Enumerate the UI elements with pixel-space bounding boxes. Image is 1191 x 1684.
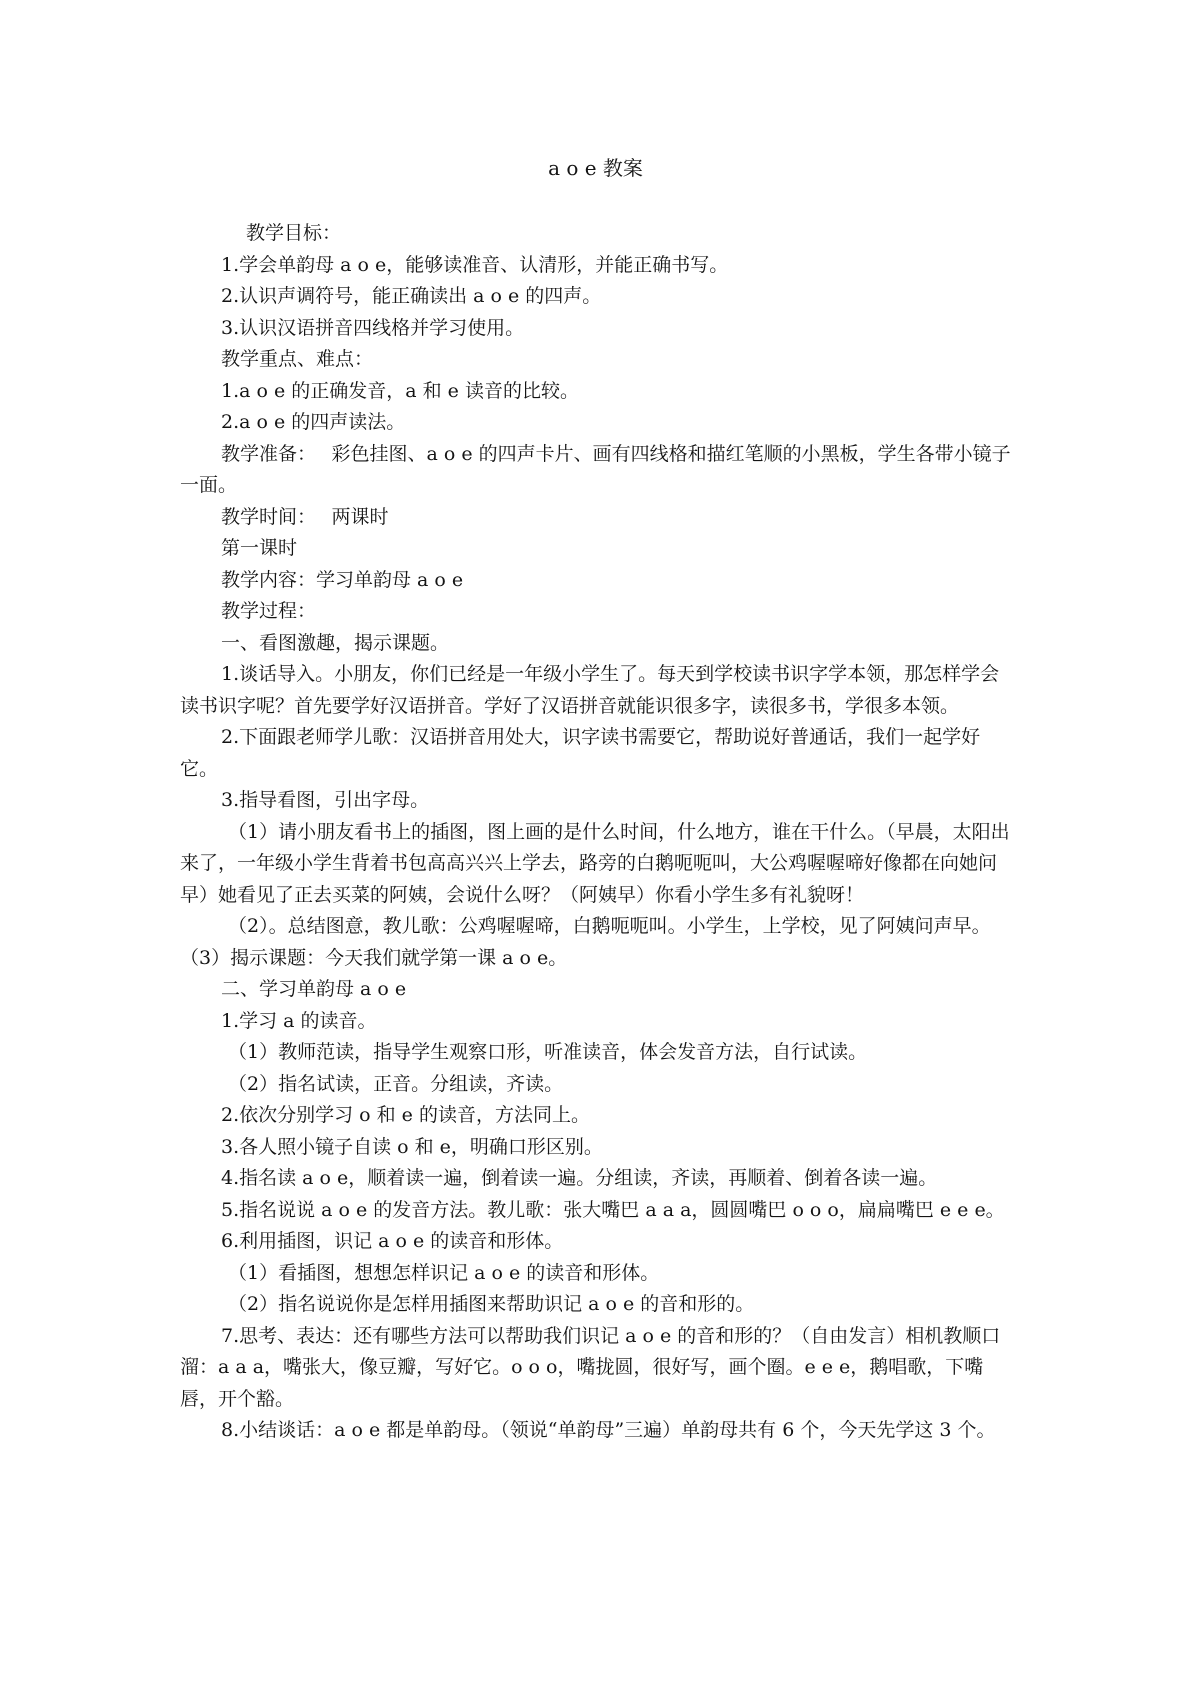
paragraph: （2）。总结图意，教儿歌：公鸡喔喔啼，白鹅呃呃叫。小学生，上学校，见了阿姨问声早。（3）揭示课题：今天我们就学第一课 a o e。	[180, 915, 991, 969]
paragraph: 1.谈话导入。小朋友，你们已经是一年级小学生了。每天到学校读书识字学本领，那怎样学会读书识字呢？首先要学好汉语拼音。学好了汉语拼音就能识很多字，读很多书，学很多本领。	[180, 663, 1000, 717]
paragraph: 1.学会单韵母 a o e，能够读准音、认清形，并能正确书写。	[221, 253, 729, 276]
paragraph: 教学过程：	[221, 600, 317, 622]
paragraph: （2）指名试读，正音。分组读，齐读。	[228, 1072, 564, 1095]
document-body	[180, 218, 1012, 1447]
paragraph: 2.a o e 的四声读法。	[221, 411, 406, 433]
document-title: a o e 教案	[548, 156, 643, 180]
paragraph: 2.认识声调符号，能正确读出 a o e 的四声。	[221, 285, 602, 307]
paragraph: 教学时间： 两课时	[221, 505, 389, 528]
paragraph: （1）请小朋友看书上的插图，图上画的是什么时间，什么地方，谁在干什么。（早晨，太阳出来了，一年级小学生背着书包高高兴兴上学去，路旁的白鹅呃呃叫，大公鸡喔喔啼好像都在向她问早）她看见了正去买菜的阿姨，会说什么呀？（阿姨早）你看小学生多有礼貌呀！	[180, 820, 1010, 906]
paragraph: 教学重点、难点：	[221, 348, 374, 370]
paragraph: （2）指名说说你是怎样用插图来帮助识记 a o e 的音和形的。	[228, 1293, 755, 1315]
paragraph: 5.指名说说 a o e 的发音方法。教儿歌：张大嘴巴 a a a，圆圆嘴巴 o o o，扁扁嘴巴 e e e。	[221, 1198, 1005, 1221]
paragraph: 3.各人照小镜子自读 o 和 e，明确口形区别。	[221, 1135, 603, 1158]
paragraph: 7.思考、表达：还有哪些方法可以帮助我们识记 a o e 的音和形的？（自由发言）相机教顺口溜：a a a，嘴张大，像豆瓣，写好它。o o o，嘴拢圆，很好写，画个圈。e e e，鹅唱歌，下嘴唇，开个豁。	[180, 1324, 1001, 1410]
paragraph: 8.小结谈话：a o e 都是单韵母。（领说“单韵母”三遍）单韵母共有 6 个，今天先学这 3 个。	[221, 1419, 996, 1441]
paragraph: （1）看插图，想想怎样识记 a o e 的读音和形体。	[228, 1261, 660, 1284]
paragraph: 1.学习 a 的读音。	[221, 1009, 377, 1032]
paragraph: 教学准备： 彩色挂图、a o e 的四声卡片、画有四线格和描红笔顺的小黑板，学生各带小镜子一面。	[180, 442, 1011, 496]
paragraph: 2.下面跟老师学儿歌：汉语拼音用处大，识字读书需要它，帮助说好普通话，我们一起学好它。	[180, 726, 981, 780]
paragraph: 1.a o e 的正确发音，a 和 e 读音的比较。	[221, 379, 579, 402]
paragraph: 6.利用插图，识记 a o e 的读音和形体。	[221, 1230, 564, 1252]
paragraph: 第一课时	[221, 537, 298, 559]
paragraph: 3.认识汉语拼音四线格并学习使用。	[221, 316, 525, 339]
paragraph: 教学目标：	[246, 222, 342, 244]
paragraph: 4.指名读 a o e，顺着读一遍，倒着读一遍。分组读，齐读，再顺着、倒着各读一遍。	[221, 1167, 938, 1189]
paragraph: 3.指导看图，引出字母。	[221, 789, 430, 811]
paragraph: 教学内容：学习单韵母 a o e	[221, 568, 464, 591]
paragraph: 二、学习单韵母 a o e	[221, 978, 407, 1000]
paragraph: （1）教师范读，指导学生观察口形，听准读音，体会发音方法，自行试读。	[228, 1041, 868, 1063]
paragraph: 一、看图激趣，揭示课题。	[221, 631, 450, 654]
paragraph: 2.依次分别学习 o 和 e 的读音，方法同上。	[221, 1104, 590, 1126]
